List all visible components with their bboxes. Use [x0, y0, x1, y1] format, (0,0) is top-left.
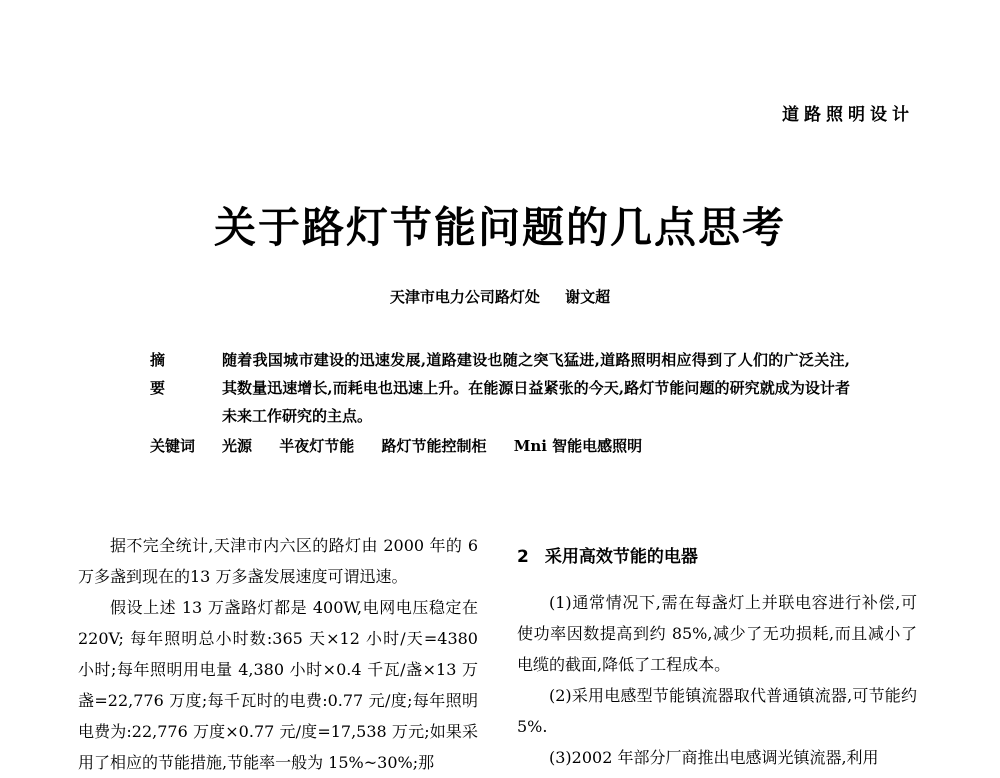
keyword: Mni 智能电感照明 [513, 437, 643, 455]
keyword: 光源 [222, 437, 253, 455]
abstract-row [150, 346, 850, 430]
body-column-right [517, 542, 917, 773]
keyword: 半夜灯节能 [279, 437, 355, 455]
abstract-label: 摘 要 [150, 351, 186, 397]
keywords-label: 关键词 [150, 437, 196, 455]
author-line [0, 286, 1000, 307]
author-affiliation: 天津市电力公司路灯处 [389, 288, 540, 306]
abstract-block [150, 346, 850, 460]
body-paragraph: 据不完全统计,天津市内六区的路灯由 2000 年的 6 万多盏到现在的13 万多盏发展速度可谓迅速。 [78, 536, 478, 586]
body-column-left [78, 530, 478, 778]
article-title: 关于路灯节能问题的几点思考 [213, 203, 786, 252]
body-paragraph: (2)采用电感型节能镇流器取代普通镇流器,可节能约 5%. [517, 686, 917, 736]
body-paragraph: (3)2002 年部分厂商推出电感调光镇流器,利用 [549, 748, 879, 767]
section-heading [517, 542, 917, 573]
running-header: 道路照明设计 [782, 105, 914, 125]
body-paragraph: (1)通常情况下,需在每盏灯上并联电容进行补偿,可使功率因数提高到约 85%,减少了无功损耗,而且减小了电缆的截面,降低了工程成本。 [517, 593, 917, 674]
keywords-row [150, 432, 850, 460]
keyword: 路灯节能控制柜 [381, 437, 487, 455]
abstract-text: 随着我国城市建设的迅速发展,道路建设也随之突飞猛进,道路照明相应得到了人们的广泛关注,其数量迅速增长,而耗电也迅速上升。在能源日益紧张的今天,路灯节能问题的研究就成为设计者未来工作研究的主点。 [222, 351, 850, 425]
section-title: 采用高效节能的电器 [544, 547, 698, 567]
keywords-list [222, 432, 850, 460]
author-name: 谢文超 [565, 288, 611, 306]
section-number: 2 [517, 547, 529, 567]
body-paragraph: 假设上述 13 万盏路灯都是 400W,电网电压稳定在 220V; 每年照明总小时数:365 天×12 小时/天=4380 小时;每年照明用电量 4,380 小时×0.4 千瓦/盏×13 万盏=22,776 万度;每千瓦时的电费:0.77 元/度;每年照明电费为:22,776 万度×0.77 元/度=17,538 万元;如果采用了相应的节能措施,节能率一般为 15%~30%;那 [78, 598, 478, 772]
